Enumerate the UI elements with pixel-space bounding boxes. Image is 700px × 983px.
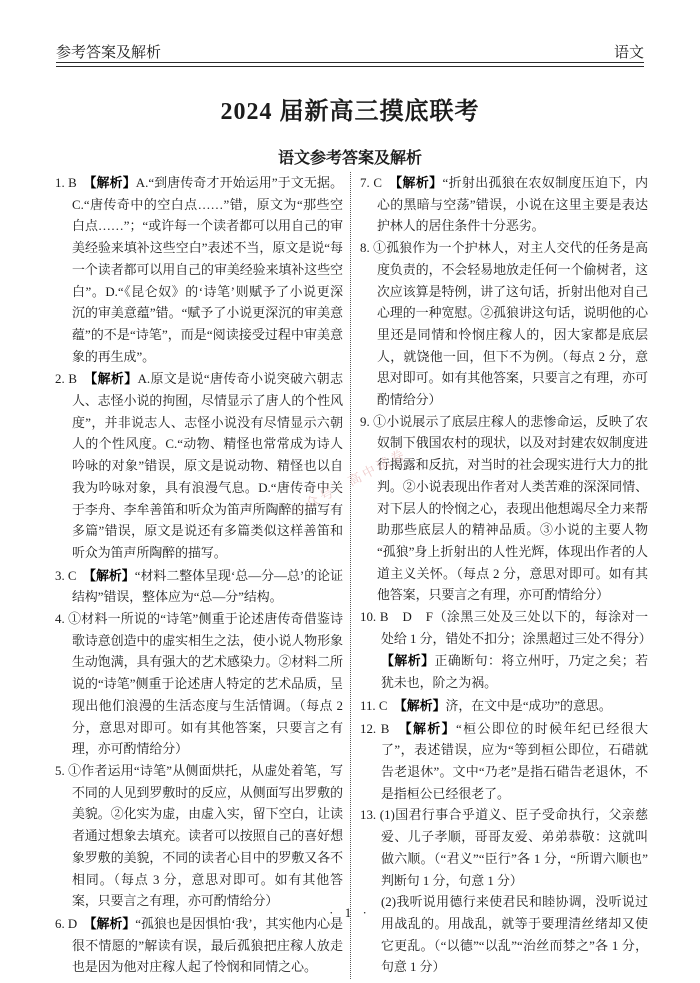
- jiexi-label: 【解析】: [89, 567, 135, 583]
- jiexi-label: 【解析】: [89, 175, 136, 190]
- watermark-text: 公众号：高中试卷: [288, 445, 410, 520]
- answer-text: 4. ①材料一所说的“诗笔”侧重于论述唐传奇借鉴诗歌诗意创造中的虚实相生之法，使小说人物形象生动饱满，具有强大的艺术感染力。②材料二所说的“诗笔”侧重于论述唐人特定的艺术品质，呈现出他们浪漫的生活态度与生活情调。（每点 2 分，意思对即可。如有其他答案，只要言之有理，亦可酌情给分）: [55, 612, 343, 757]
- exam-title: 2024 届新高三摸底联考: [220, 99, 480, 125]
- answer-text: 12. B: [360, 721, 406, 736]
- answer-text: 13. (1)国君行事合乎道义、臣子受命执行，父亲慈爱、儿子孝顺，哥哥友爱、弟弟恭敬：这就叫做六顺。（“君义”“臣行”各 1 分，“所谓六顺也”判断句 1 分，句意 1 分）: [360, 808, 648, 888]
- answer-item-8: [360, 238, 648, 412]
- answer-text: 6. D: [55, 916, 91, 931]
- answer-text: 8. ①孤狼作为一个护林人，对主人交代的任务是高度负责的，不会轻易地放走任何一个偷树者，这次应该算是特例，讲了这句话，折射出他对自己心理的一种宽慰。②孤狼讲这句话，说明他的心里还是同情和怜悯庄稼人的，因大家都是底层人，就饶他一回，但下不为例。（每点 2 分，意思对即可。如有其他答案，只要言之有理，亦可酌情给分）: [360, 241, 648, 408]
- jiexi-label: 【解析】: [400, 697, 446, 713]
- answer-text: 7. C: [360, 176, 396, 190]
- answer-text: 1. B: [55, 176, 90, 190]
- answer-text: 11. C: [360, 698, 401, 713]
- left-column: [55, 172, 343, 979]
- answer-text: “桓公即位的时候年纪已经很大了”，表述错误，应为“等到桓公即位，石碏就告老退休”。文中“乃老”是指石碏告老退休，不是指桓公已经很老了。: [381, 721, 648, 801]
- answer-text: 5. ①作者运用“诗笔”从侧面烘托，从虚处着笔，写不同的人见到罗敷时的反应，从侧面写出罗敷的美貌。②化实为虚，由虚入实，留下空白，让读者通过想象去填充。读者可以按照自己的喜好想象罗敷的美貌，不同的读者心目中的罗敷又各不相同。（每点 3 分，意思对即可。如有其他答案，只要言之有理，亦可酌情给分）: [55, 763, 343, 909]
- jiexi-label: 【解析】: [90, 915, 136, 931]
- answer-item-7: [360, 172, 648, 238]
- answer-columns: [55, 172, 652, 979]
- answer-item-13-part1: [360, 805, 648, 892]
- page-subtitle: 语文参考答案及解析: [277, 150, 422, 167]
- answer-text: “材料二整体呈现‘总—分—总’的论证结构”错误，整体应为“总—分”结构。: [72, 568, 343, 605]
- answer-item-11: [360, 695, 648, 718]
- answer-text: 济，在文中是“成功”的意思。: [445, 698, 612, 713]
- answer-text: 10. B D F（涂黑三处及三处以下的，每涂对一处给 1 分，错处不扣分；涂黑超过三处不得分）: [360, 610, 652, 646]
- jiexi-label: 【解析】: [90, 371, 138, 387]
- answer-item-9: [360, 412, 648, 607]
- answer-item-12: [360, 718, 648, 806]
- answer-text: A.“到唐传奇才开始运用”于文无据。C.“唐传奇中的空白点……”错，原文为“那些空白点……”；“或许每一个读者都可以用自己的审美经验来填补这些空白”表述不当，原文是说“每一个读者都可以用自己的审美经验来填补这些空白”。D.“《昆仑奴》的‘诗笔’则赋予了小说更深沉的审美意蕴”错。“赋予了小说更深沉的审美意蕴”的不是“诗笔”，而是“阅读接受过程中审美意象的再生成”。: [72, 176, 343, 364]
- answer-text: 2. B: [55, 372, 91, 387]
- answer-text: “折射出孤狼在农奴制度压迫下，内心的黑暗与空荡”错误，小说在这里主要是表达护林人的居住条件十分恶劣。: [377, 176, 648, 234]
- jiexi-label: 【解析】: [381, 653, 435, 669]
- header-double-rule: [56, 62, 644, 67]
- answer-item-3: [55, 565, 343, 609]
- answer-text: A.原文是说“唐传奇小说突破六朝志人、志怪小说的拘囿，尽情显示了唐人的个性风度”，并非说志人、志怪小说没有尽情显示六朝人的个性风度。C.“动物、精怪也常常成为诗人吟咏的对象”错误，原文是说动物、精怪也以自我为吟咏对象，具有浪漫气息。D.“唐传奇中关于李舟、李牟善笛和听众为笛声所陶醉的描写有多篇”错误，原文是说还有多篇类似这样善笛和听众为笛声所陶醉的描写。: [72, 372, 343, 560]
- header-left-label: 参考答案及解析: [56, 45, 162, 61]
- answer-item-6: [55, 913, 343, 979]
- answer-item-10: [360, 607, 652, 650]
- answer-text: 正确断句：将立州吁，乃定之矣；若犹未也，阶之为祸。: [381, 654, 649, 691]
- answer-text: (2)我听说用德行来使君民和睦协调，没听说过用战乱的。用战乱，就等于要理清丝绪却又使它更乱。（“以德”“以乱”“治丝而棼之”各 1 分，句意 1 分）: [381, 895, 648, 975]
- right-column: [360, 172, 652, 979]
- answer-text: 3. C: [55, 568, 90, 583]
- answer-item-10-analysis: [360, 650, 648, 694]
- jiexi-label: 【解析】: [405, 720, 456, 736]
- answer-item-5: [55, 761, 343, 913]
- answer-text: 9. ①小说展示了底层庄稼人的悲惨命运，反映了农奴制下俄国农村的现状，以及对封建农奴制度进行揭露和反抗，对当时的社会现实进行大力的批判。②小说表现出作者对人类苦难的深深同情、对下层人的怜悯之心，表现出他想竭尽全力来帮助那些底层人的精神品质。③小说的主要人物“孤狼”身上折射出的人性光辉，体现出作者的人道主义关怀。（每点 2 分，意思对即可。如有其他答案，只要言之有理，亦可酌情给分）: [360, 414, 648, 603]
- answer-item-4: [55, 609, 343, 761]
- page-number: · 1 ·: [329, 905, 371, 920]
- column-divider: [350, 172, 351, 979]
- answer-item-2: [55, 368, 343, 564]
- header-subject-label: 语文: [613, 45, 644, 61]
- answer-item-1: [55, 172, 343, 368]
- answer-text: “孤狼也是因惧怕‘我’，其实他内心是很不情愿的”解读有误，最后孤狼把庄稼人放走也是因为他对庄稼人起了怜悯和同情之心。: [72, 916, 343, 975]
- page-header: [56, 41, 644, 62]
- jiexi-label: 【解析】: [395, 175, 443, 190]
